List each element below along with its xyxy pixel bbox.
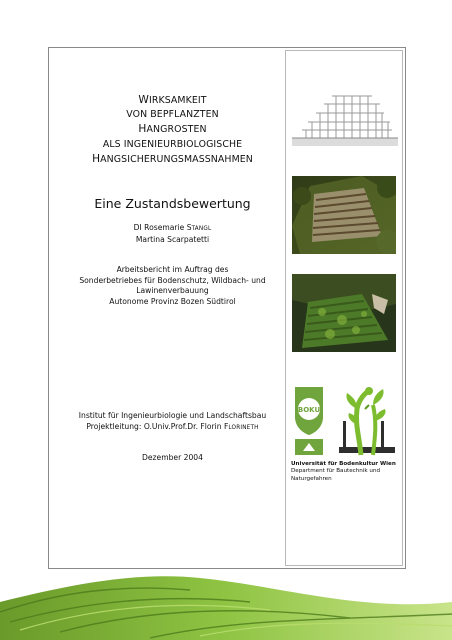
grass-footer-decoration	[0, 572, 452, 640]
boku-logo-text: BOKU	[297, 406, 321, 414]
report-title: WIRKSAMKEIT VON BEPFLANZTEN HANGROSTEN ALS INGENIEURBIOLOGISCHE HANGSICHERUNGSMASSNAHMEN	[92, 94, 253, 165]
university-name: Universität für Bodenkultur Wien	[291, 461, 396, 467]
report-date: Dezember 2004	[142, 453, 203, 462]
slope-photo-2	[292, 274, 396, 352]
author-2: Martina Scarpatetti	[135, 234, 210, 244]
boku-logo	[291, 385, 327, 457]
slope-grate-diagram	[292, 88, 398, 160]
commission-info: Arbeitsbericht im Auftrag des Sonderbetriebes für Bodenschutz, Wildbach- und Lawinenverbauung Autonome Provinz Bozen Südtirol	[79, 265, 266, 306]
author-1: DI Rosemarie STANGL	[133, 223, 212, 232]
bioengineering-plant-icon	[329, 385, 401, 457]
university-info: Universität für Bodenkultur Wien Department für Bautechnik und Naturgefahren	[291, 461, 396, 482]
institute-info: Institut für Ingenieurbiologie und Landschaftsbau Projektleitung: O.Univ.Prof.Dr. Florin FLORINETH	[78, 411, 267, 431]
slope-photo-1	[292, 176, 396, 254]
authors	[60, 223, 285, 246]
report-subtitle: Eine Zustandsbewertung	[94, 196, 251, 211]
